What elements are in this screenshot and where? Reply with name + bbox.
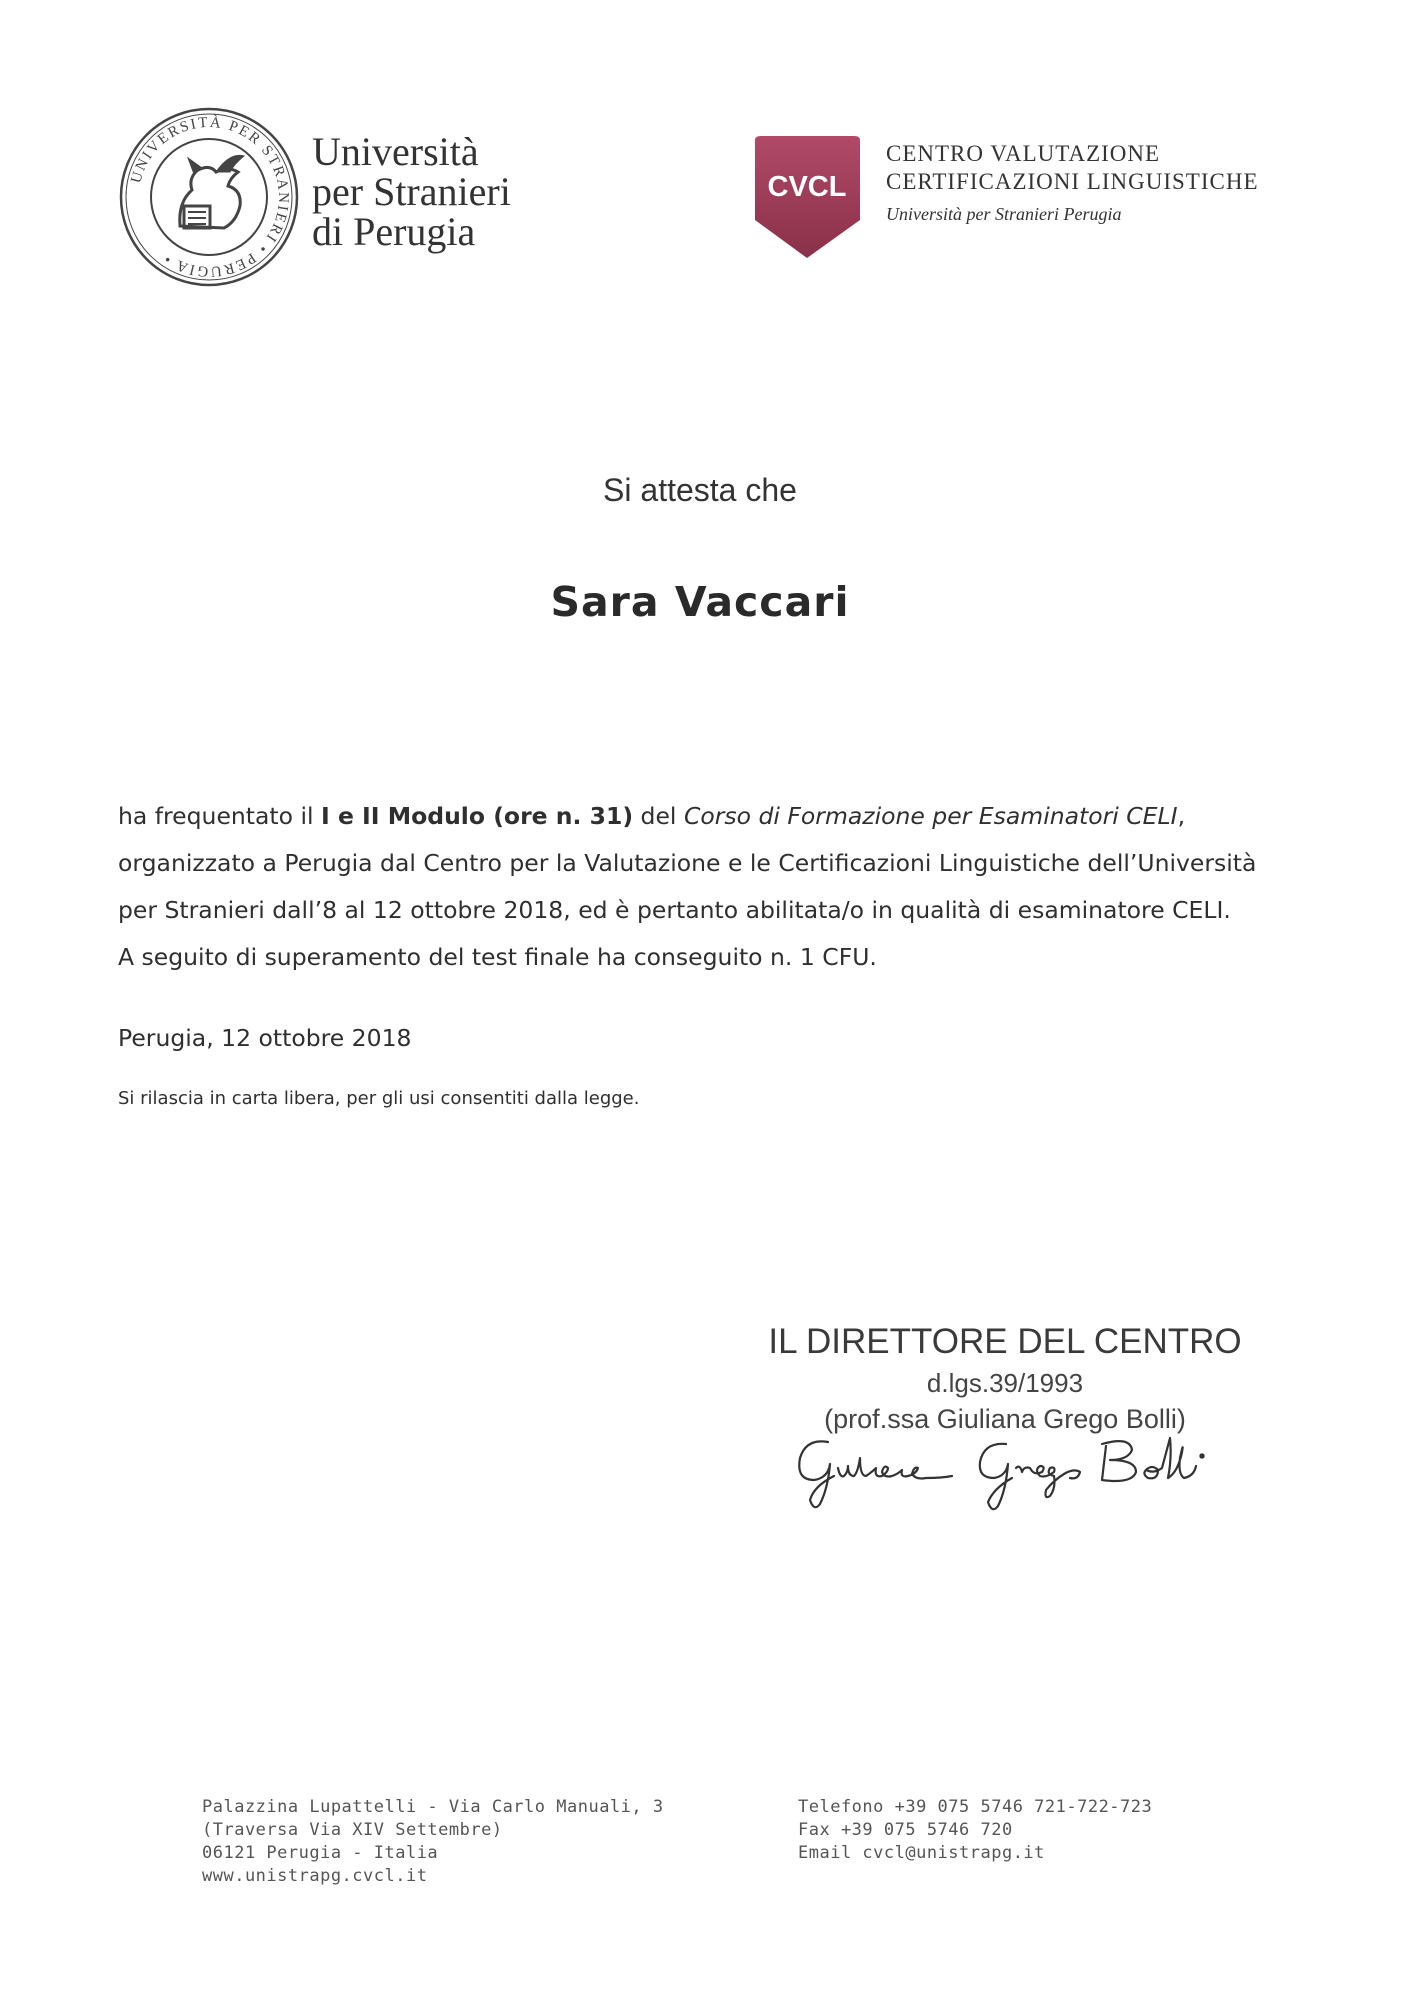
body-line-4: A seguito di superamento del test finale ha conseguito n. 1 CFU.: [118, 943, 877, 971]
university-name-line2: per Stranieri: [312, 169, 511, 214]
cvcl-badge-logo: [747, 134, 868, 260]
cvcl-subtitle: Università per Stranieri Perugia: [886, 204, 1122, 224]
certificate-intro: Si attesta che: [603, 472, 797, 508]
cvcl-centre-name: [886, 140, 1326, 225]
certificate-recipient-name: Sara Vaccari: [550, 578, 850, 626]
svg-text:CVCL: CVCL: [767, 171, 847, 203]
university-name-line1: Università: [312, 129, 479, 174]
legal-note: Si rilascia in carta libera, per gli usi consentiti dalla legge.: [118, 1088, 640, 1109]
handwritten-signature: [784, 1428, 1244, 1514]
footer-email: Email cvcl@unistrapg.it: [798, 1843, 1045, 1863]
body-text-segment: ha frequentato il: [118, 802, 322, 830]
footer-address-line: Palazzina Lupattelli - Via Carlo Manuali, 3: [202, 1797, 664, 1817]
cvcl-name-line1: CENTRO VALUTAZIONE: [886, 141, 1161, 166]
body-line-1: [118, 793, 1278, 840]
body-line-3: per Stranieri dall’8 al 12 ottobre 2018, ed è pertanto abilitata/o in qualità di esaminatore CELI.: [118, 896, 1231, 924]
decree-reference: d.lgs.39/1993: [926, 1368, 1084, 1398]
footer-fax: Fax +39 075 5746 720: [798, 1820, 1013, 1840]
place-and-date: Perugia, 12 ottobre 2018: [118, 1024, 412, 1052]
footer-phone: Telefono +39 075 5746 721-722-723: [798, 1797, 1153, 1817]
certificate-body: [118, 793, 1278, 981]
university-name-line3: di Perugia: [312, 209, 476, 254]
director-name: (prof.ssa Giuliana Grego Bolli): [824, 1404, 1186, 1434]
body-module-hours: I e II Modulo (ore n. 31): [321, 802, 634, 830]
body-text-segment: ,: [1177, 802, 1186, 830]
body-text-segment: del: [633, 802, 684, 830]
footer-address: [202, 1796, 664, 1888]
footer-address-line: 06121 Perugia - Italia: [202, 1843, 439, 1863]
footer-address-line: (Traversa Via XIV Settembre): [202, 1820, 503, 1840]
director-title: IL DIRETTORE DEL CENTRO: [768, 1322, 1242, 1361]
footer-contacts: [798, 1796, 1152, 1865]
cvcl-name-line2: CERTIFICAZIONI LINGUISTICHE: [886, 169, 1259, 194]
footer-website: www.unistrapg.cvcl.it: [202, 1866, 428, 1886]
university-seal-logo: [118, 106, 300, 288]
svg-text:UNIVERSITÀ PER STRANIERI • PER: UNIVERSITÀ PER STRANIERI • PERUGIA •: [128, 114, 292, 280]
body-line-2: organizzato a Perugia dal Centro per la Valutazione e le Certificazioni Linguistiche dell’Università: [118, 849, 1257, 877]
university-name: [312, 129, 572, 254]
body-course-title: Corso di Formazione per Esaminatori CELI: [683, 802, 1178, 830]
